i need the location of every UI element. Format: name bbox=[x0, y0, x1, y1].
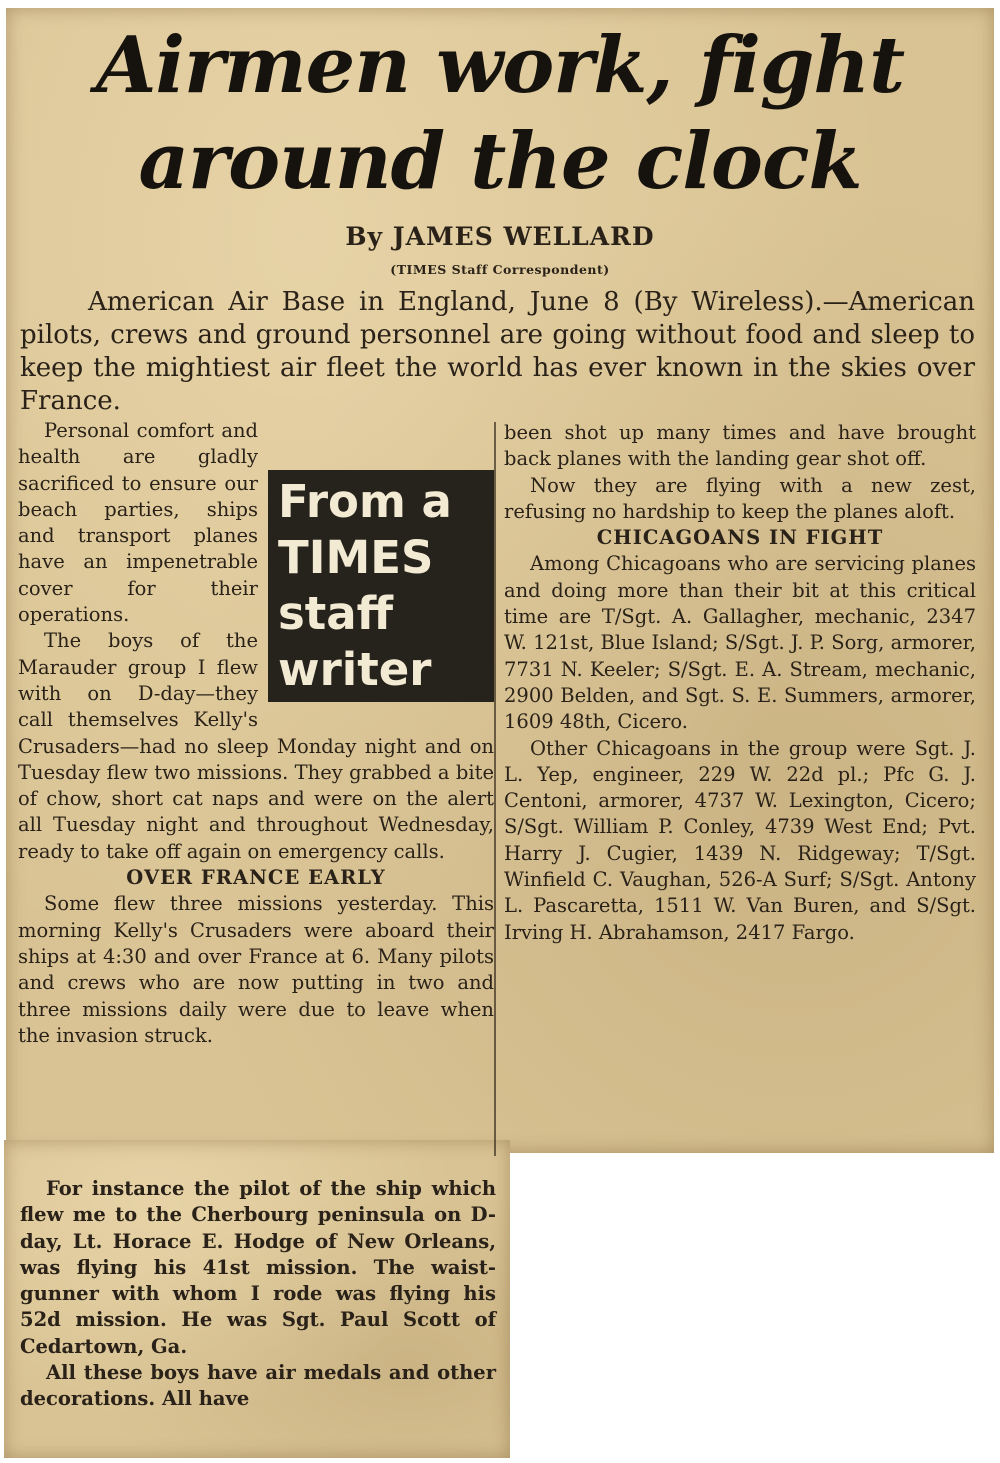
right-column bbox=[504, 420, 976, 946]
right-paragraph-3: Among Chicagoans who are servicing planes and doing more than their bit at this critical time are T/Sgt. A. Gallagher, mechanic, 2347 W. 121st, Blue Island; S/Sgt. J. P. Sorg, armorer, 7731 N. Keeler; S/Sgt. E. A. Stream, mechanic, 2900 Belden, and Sgt. S. E. Summers, armorer, 1609 48th, Cicero. bbox=[504, 552, 976, 734]
promo-box bbox=[268, 470, 494, 702]
headline-line-2: around the clock bbox=[138, 116, 862, 207]
left-column bbox=[18, 418, 494, 1049]
right-paragraph-1: been shot up many times and have brought back planes with the landing gear shot off. bbox=[504, 421, 976, 471]
left-paragraph-5: All these boys have air medals and other decorations. All have bbox=[20, 1361, 496, 1411]
promo-line-2: TIMES bbox=[278, 531, 434, 584]
headline bbox=[14, 18, 986, 210]
subhead-over-france-early: OVER FRANCE EARLY bbox=[126, 866, 386, 890]
left-column-continued bbox=[20, 1176, 496, 1413]
left-paragraph-2: The boys of the Marauder group I flew with on D-day—they call themselves Kelly's Crusaders—had no sleep Monday night and on Tuesday flew two missions. They grabbed a bite of chow, short cat naps and were on the alert all Tuesday night and throughout Wednesday, ready to take off again on emergency calls. bbox=[18, 629, 494, 863]
left-paragraph-1-text: Personal comfort and health are gladly sacrificed to ensure our beach parties, ships and transport planes have an impenetrable cover for their operations. bbox=[18, 419, 258, 627]
column-divider bbox=[494, 422, 496, 1156]
left-paragraph-3: Some flew three missions yesterday. This morning Kelly's Crusaders were aboard their ships at 4:30 and over France at 6. Many pilots and crews who are now putting in two and three missions daily were due to leave when the invasion struck. bbox=[18, 892, 494, 1047]
promo-line-1: From a bbox=[278, 475, 452, 528]
lead-paragraph bbox=[20, 286, 975, 418]
promo-line-3: staff bbox=[278, 587, 394, 640]
byline-credit: (TIMES Staff Correspondent) bbox=[390, 262, 610, 277]
lead-text: American Air Base in England, June 8 (By Wireless).—American pilots, crews and ground personnel are going without food and sleep to keep the mightiest air fleet the world has ever known in the skies over France. bbox=[20, 287, 975, 416]
right-paragraph-2: Now they are flying with a new zest, refusing no hardship to keep the planes aloft. bbox=[504, 473, 976, 523]
left-paragraph-4: For instance the pilot of the ship which flew me to the Cherbourg peninsula on D-day, Lt. Horace E. Hodge of New Orleans, was flying his 41st mission. The waist-gunner with whom I rode was flying his 52d mission. He was Sgt. Paul Scott of Cedartown, Ga. bbox=[20, 1177, 496, 1358]
subhead-chicagoans-in-fight: CHICAGOANS IN FIGHT bbox=[596, 526, 884, 550]
byline: By JAMES WELLARD bbox=[345, 222, 655, 251]
promo-line-4: writer bbox=[278, 643, 432, 696]
left-paragraph-1 bbox=[18, 418, 494, 696]
headline-line-1: Airmen work, fight bbox=[95, 20, 905, 111]
right-paragraph-4: Other Chicagoans in the group were Sgt. J. L. Yep, engineer, 229 W. 22d pl.; Pfc G. J. Centoni, armorer, 4737 W. Lexington, Cicero; S/Sgt. William P. Conley, 4739 West End; Pvt. Harry J. Cugier, 1439 N. Ridgeway; T/Sgt. Winfield C. Vaughan, 526-A Surf; S/Sgt. Antony L. Pascaretta, 1511 W. Van Buren, and S/Sgt. Irving H. Abrahamson, 2417 Fargo. bbox=[504, 736, 976, 944]
